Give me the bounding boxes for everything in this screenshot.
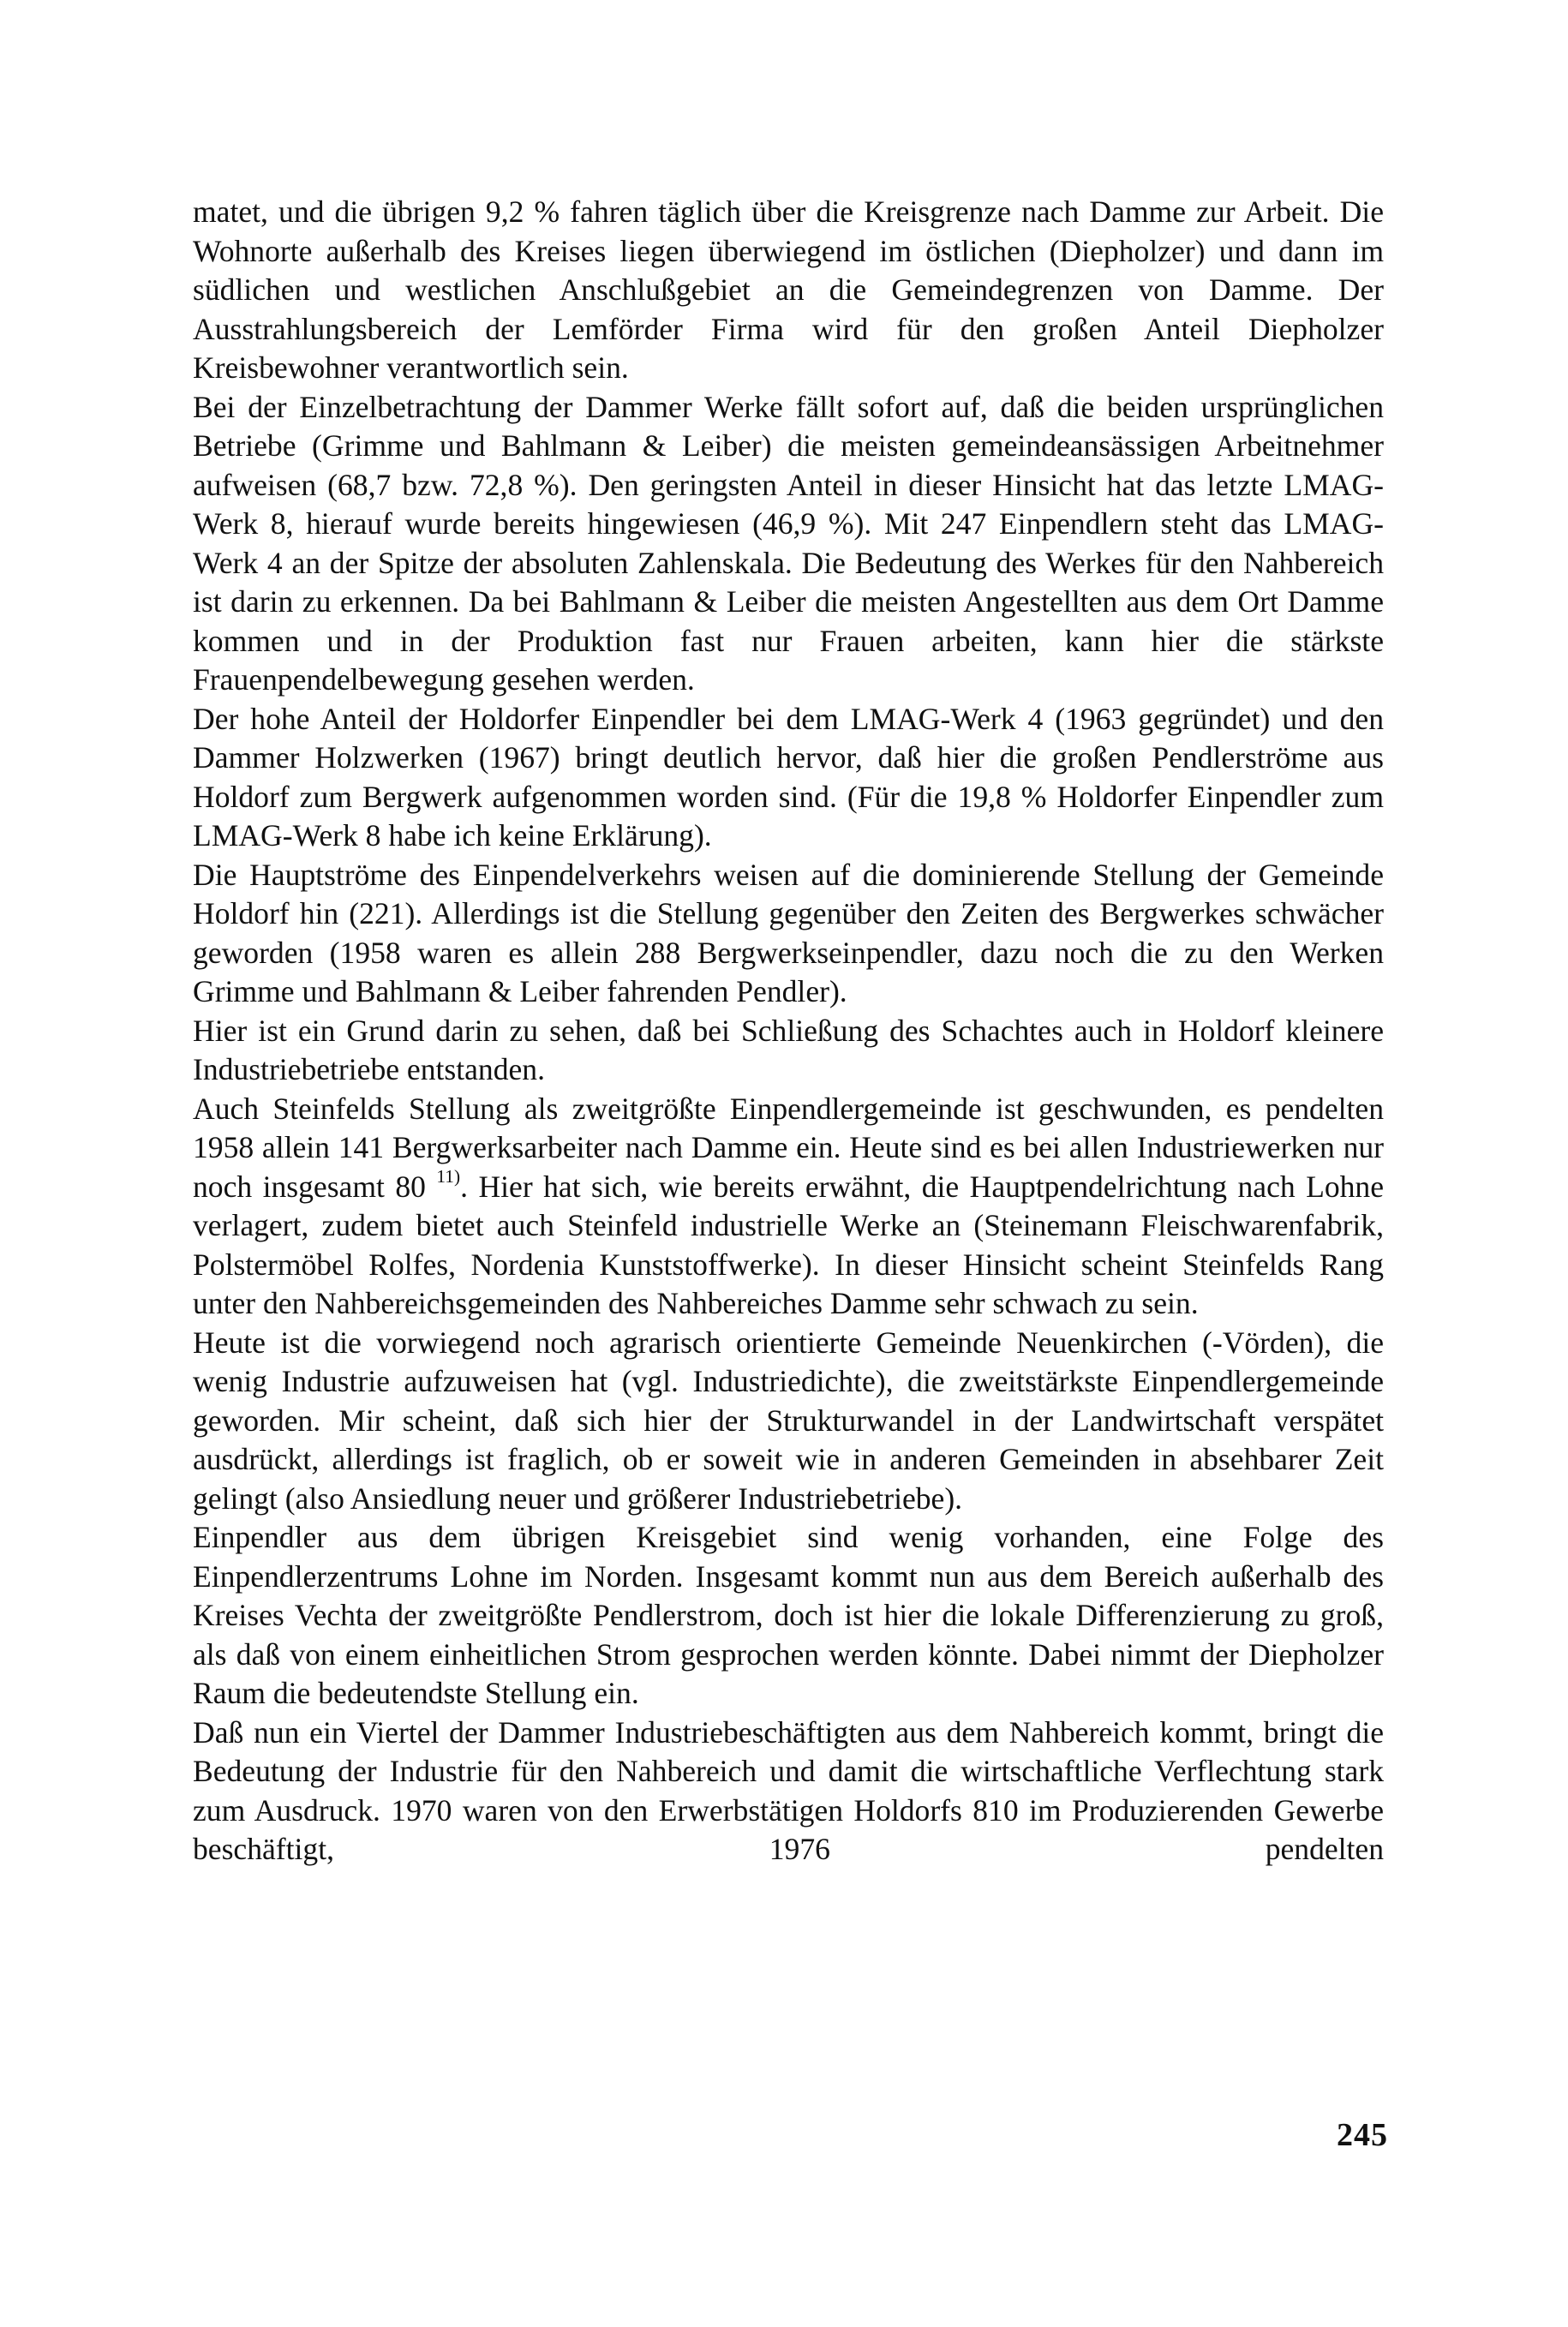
paragraph-7: Heute ist die vorwiegend noch agrarisch orientierte Gemeinde Neuenkirchen (-Vörden), die wenig Industrie aufzuweisen hat (vgl. Industriedichte), die zweitstärkste Einpendlergemeinde geworden. Mir scheint, daß sich hier der Strukturwandel in der Landwirtschaft verspätet ausdrückt, allerdings ist fraglich, ob er soweit wie in anderen Gemeinden in absehbarer Zeit gelingt (also Ansiedlung neuer und größerer Industriebetriebe). bbox=[193, 1325, 1384, 1516]
paragraph-3: Der hohe Anteil der Holdorfer Einpendler bei dem LMAG-Werk 4 (1963 gegründet) und den Dammer Holzwerken (1967) bringt deutlich hervor, daß hier die großen Pendlerströme aus Holdorf zum Bergwerk aufgenommen worden sind. (Für die 19,8 % Holdorfer Einpendler zum LMAG-Werk 8 habe ich keine Erklärung). bbox=[193, 701, 1384, 852]
paragraph-4: Die Hauptströme des Einpendelverkehrs weisen auf die dominierende Stellung der Gemeinde Holdorf hin (221). Allerdings ist die Stellung gegenüber den Zeiten des Bergwerkes schwächer geworden (1958 waren es allein 288 Bergwerkseinpendler, dazu noch die zu den Werken Grimme und Bahlmann & Leiber fahrenden Pendler). bbox=[193, 857, 1384, 1008]
paragraph-9: Daß nun ein Viertel der Dammer Industriebeschäftigten aus dem Nahbereich kommt, bringt die Bedeutung der Industrie für den Nahbereich und damit die wirtschaftliche Verflechtung stark zum Ausdruck. 1970 waren von den Erwerbstätigen Holdorfs 810 im Produzierenden Gewerbe beschäftigt, 1976 pendelten bbox=[193, 1714, 1384, 1866]
paragraph-6-text-a: Auch Steinfelds Stellung als zweitgrößte Einpendlergemeinde ist geschwunden, es pendelten 1958 allein 141 Bergwerksarbeiter nach Damme ein. Heute sind es bei allen Industriewerken nur noch insgesamt 80 bbox=[193, 1091, 1384, 1204]
footnote-reference: 11) bbox=[436, 1166, 461, 1187]
page-number: 245 bbox=[1337, 2117, 1388, 2153]
page-body bbox=[193, 193, 1384, 1869]
paragraph-2: Bei der Einzelbetrachtung der Dammer Werke fällt sofort auf, daß die beiden ursprünglichen Betriebe (Grimme und Bahlmann & Leiber) die meisten gemeindeansässigen Arbeitnehmer aufweisen (68,7 bzw. 72,8 %). Den geringsten Anteil in dieser Hinsicht hat das letzte LMAG-Werk 8, hierauf wurde bereits hingewiesen (46,9 %). Mit 247 Einpendlern steht das LMAG-Werk 4 an der Spitze der absoluten Zahlenskala. Die Bedeutung des Werkes für den Nahbereich ist darin zu erkennen. Da bei Bahlmann & Leiber die meisten Angestellten aus dem Ort Damme kommen und in der Produktion fast nur Frauen arbeiten, kann hier die stärkste Frauenpendelbewegung gesehen werden. bbox=[193, 389, 1384, 697]
paragraph-5: Hier ist ein Grund darin zu sehen, daß bei Schließung des Schachtes auch in Holdorf kleinere Industriebetriebe entstanden. bbox=[193, 1013, 1384, 1086]
paragraph-8: Einpendler aus dem übrigen Kreisgebiet sind wenig vorhanden, eine Folge des Einpendlerzentrums Lohne im Norden. Insgesamt kommt nun aus dem Bereich außerhalb des Kreises Vechta der zweitgrößte Pendlerstrom, doch ist hier die lokale Differenzierung zu groß, als daß von einem einheitlichen Strom gesprochen werden könnte. Dabei nimmt der Diepholzer Raum die bedeutendste Stellung ein. bbox=[193, 1520, 1384, 1710]
paragraph-1: matet, und die übrigen 9,2 % fahren täglich über die Kreisgrenze nach Damme zur Arbeit. Die Wohnorte außerhalb des Kreises liegen überwiegend im östlichen (Diepholzer) und dann im südlichen und westlichen Anschlußgebiet an die Gemeindegrenzen von Damme. Der Ausstrahlungsbereich der Lemförder Firma wird für den großen Anteil Diepholzer Kreisbewohner verantwortlich sein. bbox=[193, 194, 1384, 385]
paragraph-6 bbox=[193, 1090, 1384, 1324]
paragraph-6-text-b: . Hier hat sich, wie bereits erwähnt, die Hauptpendelrichtung nach Lohne verlagert, zudem bietet auch Steinfeld industrielle Werke an (Steinemann Fleischwarenfabrik, Polstermöbel Rolfes, Nordenia Kunststoffwerke). In dieser Hinsicht scheint Steinfelds Rang unter den Nahbereichsgemeinden des Nahbereiches Damme sehr schwach zu sein. bbox=[193, 1169, 1384, 1320]
